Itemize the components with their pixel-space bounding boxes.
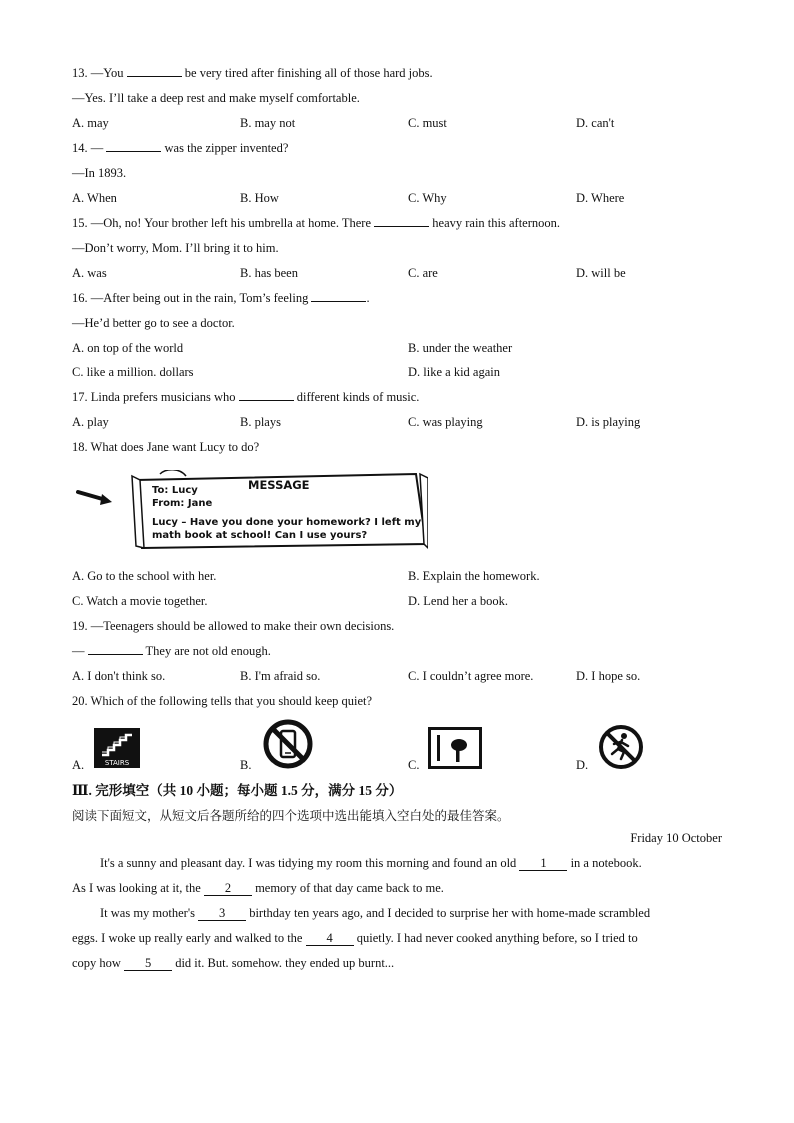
question-18-stem: 18. What does Jane want Lucy to do? — [72, 440, 260, 454]
section-title: Ⅲ. 完形填空（共 10 小题；每小题 1.5 分，满分 15 分） — [72, 783, 403, 798]
option-a: A. on top of the world — [72, 341, 184, 355]
question-17-stem — [72, 390, 419, 405]
option-d: D. is playing — [576, 415, 641, 429]
question-15-stem — [72, 216, 560, 231]
option-b: B. may not — [240, 116, 296, 130]
option-a: A. play — [72, 415, 109, 429]
stem-text: heavy rain this afternoon. — [432, 216, 561, 230]
question-16-stem — [72, 291, 370, 306]
answer-blank — [311, 301, 366, 302]
answer-blank — [127, 76, 182, 77]
option-d: D. I hope so. — [576, 669, 641, 683]
option-c: C. I couldn’t agree more. — [408, 669, 534, 683]
option-c: C. was playing — [408, 415, 483, 429]
option-a: A. I don't think so. — [72, 669, 166, 683]
option-a: A. When — [72, 191, 117, 205]
option-b: B. Explain the homework. — [408, 569, 540, 583]
option-c: C. — [408, 758, 420, 772]
passage-text: quietly. I had never cooked anything before, so I tried to — [356, 931, 638, 945]
option-a: A. was — [72, 266, 107, 280]
passage-line — [100, 906, 750, 921]
stem-text: 13. —You — [72, 66, 124, 80]
cloze-blank: 4 — [306, 932, 354, 946]
option-b: B. — [240, 758, 252, 772]
cloze-blank: 1 — [519, 857, 567, 871]
passage-text: copy how — [72, 956, 121, 970]
passage-text: memory of that day came back to me. — [255, 881, 444, 895]
option-b: B. plays — [240, 415, 281, 429]
arrow-right-icon — [76, 486, 116, 508]
message-body-line1: Lucy – Have you done your homework? I left my — [152, 517, 422, 528]
passage-text: As I was looking at it, the — [72, 881, 201, 895]
answer-blank — [239, 400, 294, 401]
question-14-reply: —In 1893. — [72, 166, 127, 180]
option-b: B. has been — [240, 266, 298, 280]
question-15-reply: —Don’t worry, Mom. I’ll bring it to him. — [72, 241, 279, 255]
option-b: B. I'm afraid so. — [240, 669, 321, 683]
option-d: D. Lend her a book. — [408, 594, 508, 608]
option-c: C. Why — [408, 191, 447, 205]
option-c: C. are — [408, 266, 438, 280]
question-20-stem: 20. Which of the following tells that you should keep quiet? — [72, 694, 373, 708]
passage-text: in a notebook. — [570, 856, 642, 870]
option-c: C. like a million. dollars — [72, 365, 194, 379]
option-b: B. How — [240, 191, 279, 205]
cloze-blank: 3 — [198, 907, 246, 921]
option-d: D. can't — [576, 116, 615, 130]
message-from: From: Jane — [152, 498, 213, 509]
passage-date: Friday 10 October — [630, 831, 722, 845]
question-16-reply: —He’d better go to see a doctor. — [72, 316, 235, 330]
option-c: C. must — [408, 116, 447, 130]
answer-blank — [106, 151, 161, 152]
stem-text: 17. Linda prefers musicians who — [72, 390, 236, 404]
question-13-stem — [72, 66, 433, 81]
passage-text: It was my mother's — [100, 906, 195, 920]
passage-text: birthday ten years ago, and I decided to surprise her with home-made scrambled — [249, 906, 651, 920]
answer-blank — [374, 226, 429, 227]
stem-text: different kinds of music. — [296, 390, 420, 404]
question-19-stem: 19. —Teenagers should be allowed to make their own decisions. — [72, 619, 395, 633]
question-13-reply: —Yes. I’ll take a deep rest and make myself comfortable. — [72, 91, 360, 105]
message-to: To: Lucy — [152, 485, 198, 496]
music-note-sign-icon — [428, 727, 482, 769]
stem-text: be very tired after finishing all of those hard jobs. — [184, 66, 433, 80]
passage-text: eggs. I woke up really early and walked to the — [72, 931, 303, 945]
message-note — [130, 470, 428, 550]
passage-line — [72, 956, 722, 971]
stem-text: 14. — — [72, 141, 104, 155]
passage-line — [72, 881, 722, 896]
option-d: D. like a kid again — [408, 365, 500, 379]
passage-text: did it. But. somehow. they ended up burnt... — [175, 956, 395, 970]
stem-text: 15. —Oh, no! Your brother left his umbrella at home. There — [72, 216, 372, 230]
option-d: D. — [576, 758, 589, 772]
passage-line — [100, 856, 750, 871]
message-heading: MESSAGE — [248, 478, 310, 492]
reply-text: They are not old enough. — [145, 644, 271, 658]
passage-line — [72, 931, 722, 946]
question-19-reply — [72, 644, 271, 659]
answer-blank — [88, 654, 143, 655]
stairs-sign-icon — [94, 728, 140, 768]
option-d: D. will be — [576, 266, 626, 280]
no-phone-sign-icon — [262, 718, 314, 770]
option-a: A. may — [72, 116, 109, 130]
stairs-sign-label: STAIRS — [104, 759, 130, 767]
stem-text: was the zipper invented? — [164, 141, 289, 155]
passage-text: It's a sunny and pleasant day. I was tidying my room this morning and found an old — [100, 856, 517, 870]
option-c: C. Watch a movie together. — [72, 594, 208, 608]
section-instructions: 阅读下面短文，从短文后各题所给的四个选项中选出能填入空白处的最佳答案。 — [72, 809, 510, 823]
cloze-blank: 5 — [124, 957, 172, 971]
stem-text: . — [366, 291, 370, 305]
question-14-stem — [72, 141, 288, 156]
option-b: B. under the weather — [408, 341, 513, 355]
reply-text: — — [72, 644, 85, 658]
option-a: A. Go to the school with her. — [72, 569, 217, 583]
cloze-blank: 2 — [204, 882, 252, 896]
no-running-sign-icon — [598, 724, 644, 770]
option-d: D. Where — [576, 191, 625, 205]
stem-text: 16. —After being out in the rain, Tom’s feeling — [72, 291, 309, 305]
message-body-line2: math book at school! Can I use yours? — [152, 530, 368, 541]
option-a: A. — [72, 758, 85, 772]
